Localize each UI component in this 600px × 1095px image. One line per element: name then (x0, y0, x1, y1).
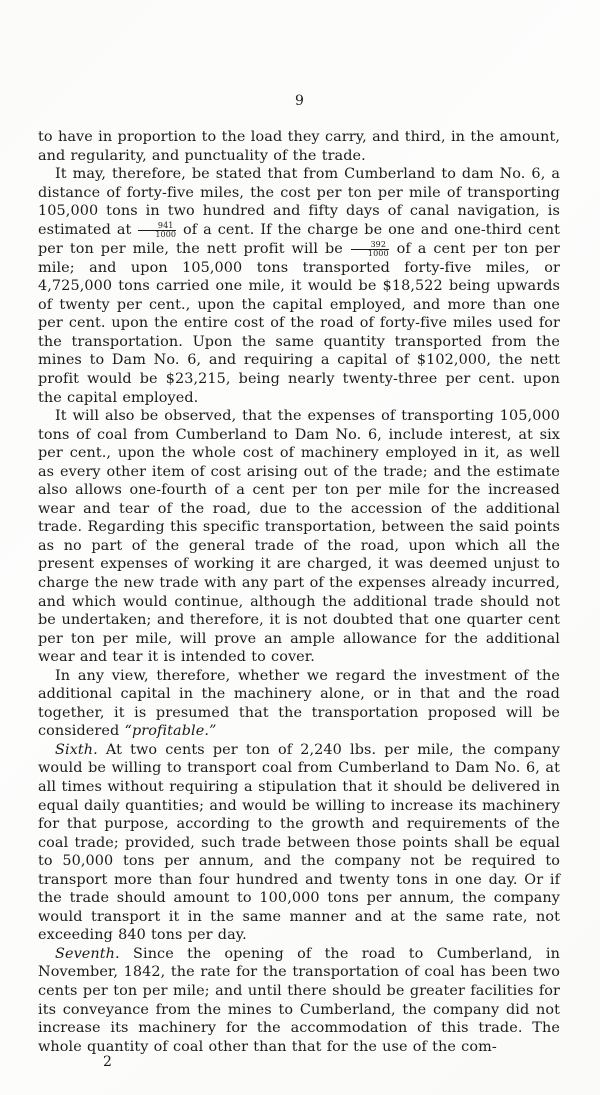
signature-mark: 2 (103, 1054, 112, 1070)
paragraph-expenses (38, 407, 560, 667)
fraction-numerator: 941 (157, 220, 174, 230)
fraction (138, 222, 176, 240)
paragraph-continuation (38, 128, 560, 165)
paragraph-text-italic: “profitable.” (124, 723, 217, 740)
paragraph-text: of a cent. If the charge be one and one-third cent per ton per mile, the nett profit will be (38, 221, 560, 257)
paragraph-conclusion (38, 667, 560, 741)
paragraph-cost-estimate (38, 165, 560, 407)
paragraph-text: of a cent per ton per mile; and upon 105,000 tons transported forty-five miles, or 4,725,000 tons carried one mile, it would be $18,522 being upwards of twenty per cent., upon the capital employed, and more than one per cent. upon the entire cost of the road of forty-five miles used for the transportation. Upon the same quantity transported from the mines to Dam No. 6, and requiring a capital of $102,000, the nett profit would be $23,215, being nearly twenty-three per cent. upon the capital employed. (38, 240, 561, 406)
page-number: 9 (295, 93, 305, 109)
paragraph-text: At two cents per ton of 2,240 lbs. per mile, the company would be willing to transport coal from Cumberland to Dam No. 6, at all times without requiring a stipulation that it should be delivered in equal daily quantities; and would be willing to increase its machinery for that purpose, according to the growth and requirements of the coal trade; provided, such trade between those points shall be equal to 50,000 tons per annum, and the company not be required to transport more than four hundred and twenty tons in one day. Or if the trade should amount to 100,000 tons per annum, the company would transport it in the same manner and at the same rate, not exceeding 840 tons per day. (38, 741, 560, 944)
fraction-numerator: 392 (370, 239, 387, 249)
fraction-denominator: 1000 (138, 230, 176, 239)
paragraph-text: to have in proportion to the load they carry, and third, in the amount, and regularity, and punctuality of the trade. (38, 129, 560, 164)
text-block (38, 128, 560, 1056)
paragraph-text: It may, therefore, be stated that from Cumberland to dam No. 6, a distance of forty-five miles, the cost per ton per mile of transporting 105,000 tons in two hundred and fifty days of canal navigation, is estimated at (38, 166, 560, 238)
paragraph-sixth (38, 741, 560, 945)
paragraph-text: In any view, therefore, whether we regard the investment of the additional capital in the machinery alone, or in that and the road together, it is presumed that the transportation proposed will be considered (38, 667, 560, 740)
paragraph-text: Since the opening of the road to Cumberland, in November, 1842, the rate for the transportation of coal has been two cents per ton per mile; and until there should be greater facilities for its conveyance from the mines to Cumberland, the company did not increase its machinery for the accommodation of this trade. The whole quantity of coal other than that for the use of the com- (38, 945, 560, 1055)
paragraph-text: It will also be observed, that the expenses of transporting 105,000 tons of coal from Cumberland to Dam No. 6, include interest, at six per cent., upon the whole cost of machinery employed in it, as well as every other item of cost arising out of the trade; and the estimate also allows one-fourth of a cent per ton per mile for the increased wear and tear of the road, due to the accession of the additional trade. Regarding this specific transportation, between the said points as no part of the general trade of the road, upon which all the present expenses of working it are charged, it was deemed unjust to charge the new trade with any part of the expenses already incurred, and which would continue, although the additional trade should not be undertaken; and therefore, it is not doubted that one quarter cent per ton per mile, will prove an ample allowance for the additional wear and tear it is intended to cover. (38, 408, 560, 666)
paragraph-lead-italic: Seventh. (55, 945, 120, 962)
paragraph-lead-italic: Sixth. (55, 741, 98, 758)
fraction (351, 241, 389, 259)
paragraph-seventh (38, 945, 560, 1056)
fraction-denominator: 1000 (351, 249, 389, 258)
